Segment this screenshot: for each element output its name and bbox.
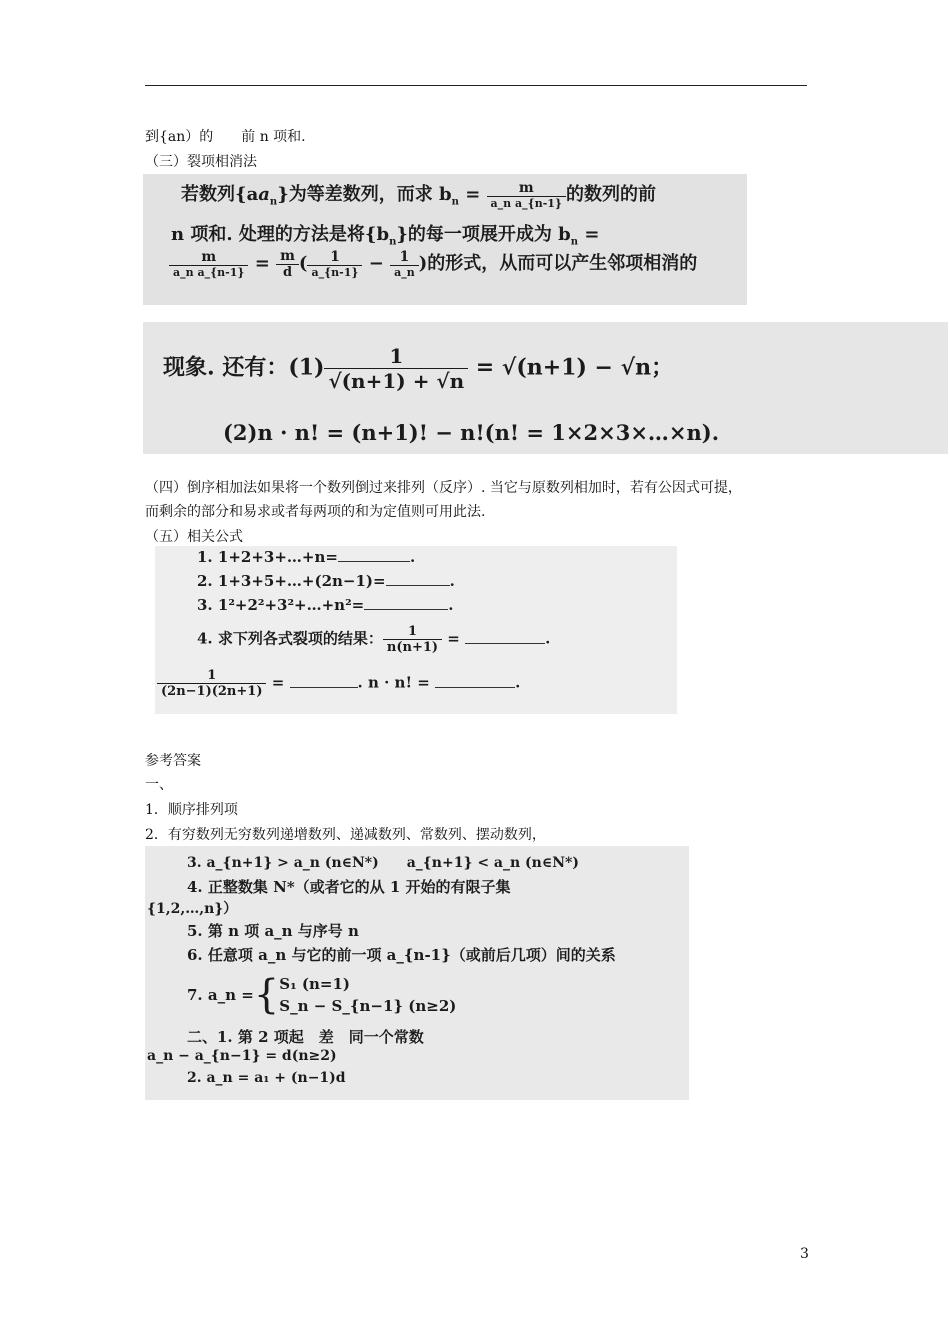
scan-text: 2. a_n = a₁ + (n−1)d	[187, 1070, 346, 1086]
scan-text: 二、1. 第 2 项起 差 同一个常数	[187, 1028, 424, 1046]
scan-text: }为等差数列，而求 b	[277, 184, 452, 205]
scan-text: 3. 1²+2²+3²+…+n²=	[197, 596, 365, 614]
section4-line2: 而剩余的部分和易求或者每两项的和为定值则可用此法.	[145, 504, 486, 520]
scan-text: 的数列的前	[566, 184, 656, 205]
scan-split-term-method: 若数列$\{aa_n\}$为等差数列，而求 $b_n$ = $\frac{m}{\text{a\_n a\_\{n-1\}}}$ 的数列的前 n 项和. 处理的方法是将$\{b_n\}$的每一项展开成为 $b_n$ = $\frac{m}{\text{a\_n a\_\{n-1\}}}$ = $\frac{m}{d}$ ( $\frac{1}{a\_\{n-1\}}$ − $\frac{1}{a\_n}$ )的形式，从而可以产生邻项相消的	[143, 174, 747, 305]
scan-text: =	[271, 673, 285, 692]
scan-text: {1,2,…,n}）	[147, 901, 238, 917]
frac-num: 1	[383, 624, 442, 640]
brace-glyph: {	[253, 972, 280, 1018]
section4-line1: （四）倒序相加法如果将一个数列倒过来排列（反序）. 当它与原数列相加时，若有公因式可提，	[145, 480, 742, 496]
frac-den: a_n a_{n-1}	[490, 197, 562, 210]
scan-text: n · n! =	[367, 673, 430, 692]
frac-num: m	[487, 180, 566, 197]
scan-answers	[145, 846, 689, 1100]
frac-num: 1	[324, 344, 468, 369]
scan-text: )的形式，从而可以产生邻项相消的	[418, 253, 698, 274]
answer-blank	[364, 609, 448, 610]
scan-text: =	[447, 629, 460, 648]
scan-text: 4. 正整数集 N*（或者它的从 1 开始的有限子集	[187, 878, 511, 896]
scan-phenomenon	[143, 322, 948, 454]
frac-num: m	[276, 248, 299, 265]
frac-den: a_{n-1}	[311, 266, 359, 279]
answer-blank	[386, 585, 450, 586]
answer-blank	[338, 561, 410, 562]
scan-text: n 项和. 处理的方法是将{b	[171, 224, 390, 245]
scan-text: }的每一项展开成为 b	[396, 224, 571, 245]
scan-text: (2)n · n! = (n+1)! − n!(n! = 1×2×3×…×n).	[223, 420, 720, 445]
scan-text: a_n − a_{n−1} = d(n≥2)	[147, 1048, 337, 1064]
frac-num: m	[169, 249, 248, 266]
frac-den: a_n a_{n-1}	[173, 266, 245, 279]
scan-text: 若数列{a	[181, 184, 259, 205]
answers-heading: 参考答案	[145, 753, 201, 769]
scan-text: =	[248, 253, 277, 274]
answers-part1: 一、	[145, 777, 173, 793]
frac-den: d	[282, 265, 293, 280]
scan-text: 7. a_n =	[187, 986, 254, 1004]
scan-text: 4. 求下列各式裂项的结果：	[197, 629, 383, 648]
scan-text: 3. a_{n+1} > a_n (n∈N*) a_{n+1} < a_n (n∈N*)	[187, 855, 579, 871]
scan-text: 2. 1+3+5+…+(2n−1)=	[197, 572, 386, 590]
scan-text: =	[578, 224, 600, 245]
answer-blank	[290, 687, 358, 688]
frac-den: (2n−1)(2n+1)	[161, 684, 263, 699]
scan-text: 现象. 还有：(1)	[163, 354, 325, 381]
scan-text: 6. 任意项 a_n 与它的前一项 a_{n-1}（或前后几项）间的关系	[187, 946, 616, 964]
frac-den: n(n+1)	[386, 640, 439, 655]
scan-text: a	[258, 184, 270, 205]
frac-den: a_n	[394, 266, 415, 279]
scan-text: 1. 1+2+3+…+n=	[197, 548, 338, 566]
frac-num: 1	[390, 249, 419, 266]
intro-line: 到{an）的 前 n 项和.	[145, 129, 306, 145]
answer-1: 1．顺序排列项	[145, 802, 238, 818]
header-rule	[145, 85, 807, 86]
page-number: 3	[800, 1246, 809, 1262]
scan-text: =	[458, 184, 487, 205]
answer-blank	[435, 687, 515, 688]
scan-text: = √(n+1) − √n；	[468, 354, 674, 381]
section5-heading: （五）相关公式	[145, 529, 243, 545]
frac-num: 1	[307, 249, 362, 266]
section3-heading: （三）裂项相消法	[145, 154, 257, 170]
frac-den: √(n+1) + √n	[328, 369, 465, 393]
case-1: S₁ (n=1)	[279, 975, 350, 993]
scan-related-formulas: 1. 1+2+3+…+n= . 2. 1+3+5+…+(2n−1)= . 3. 1²+2²+3²+…+n²= . 4. 求下列各式裂项的结果： $\frac{1}{n(n+1)}$ = . $\frac{1}{(2n-1)(2n+1)}$ = . n · n! = .	[155, 546, 677, 714]
scan-text: −	[362, 253, 391, 274]
frac-num: 1	[157, 668, 266, 684]
case-2: S_n − S_{n−1} (n≥2)	[279, 997, 457, 1015]
answer-2: 2．有穷数列无穷数列递增数列、递减数列、常数列、摆动数列，	[145, 827, 546, 843]
scan-text: 5. 第 n 项 a_n 与序号 n	[187, 922, 359, 940]
answer-blank	[465, 643, 545, 644]
